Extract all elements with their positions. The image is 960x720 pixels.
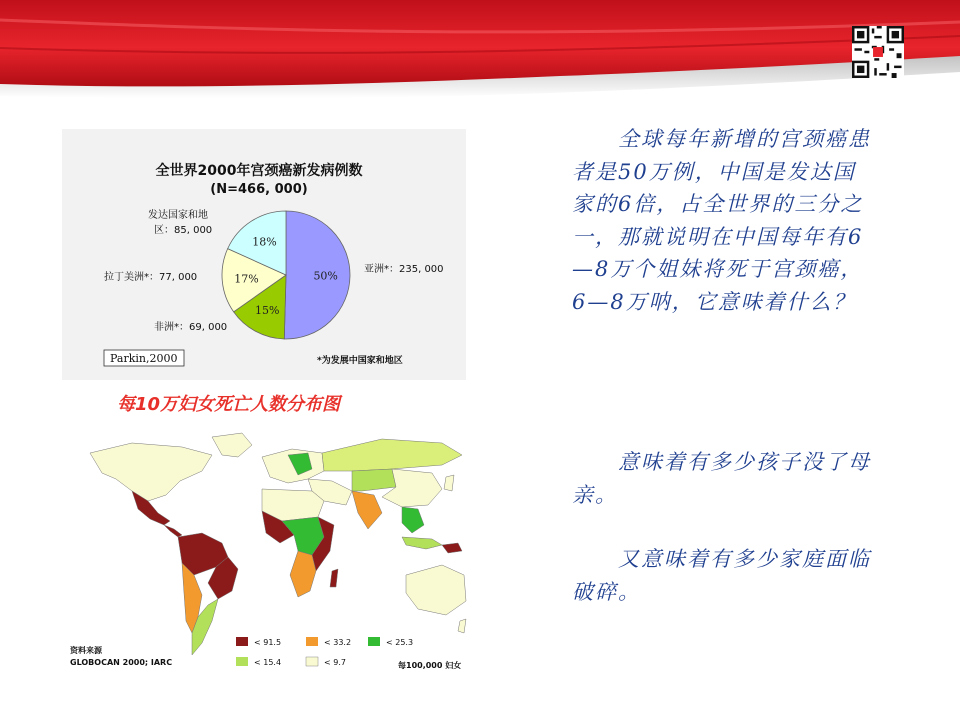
- pie-percent-label-2: 17%: [234, 272, 259, 286]
- region-central-asia: [352, 469, 396, 491]
- legend-label-1: < 91.5: [254, 638, 282, 647]
- pie-percent-label-3: 18%: [252, 235, 277, 249]
- header-banner: [0, 0, 960, 100]
- legend-label-3: < 25.3: [386, 638, 414, 647]
- legend-swatch-3: [368, 637, 380, 646]
- legend-label-5: < 9.7: [324, 658, 346, 667]
- legend-swatch-5: [306, 657, 318, 666]
- legend-label-2: < 33.2: [324, 638, 352, 647]
- pie-footnote: *为发展中国家和地区: [317, 356, 403, 366]
- paragraph-families: [572, 543, 872, 608]
- legend-swatch-4: [236, 657, 248, 666]
- paragraph-children: [572, 446, 872, 511]
- slice-label-asia: 亚洲*：235, 000: [364, 264, 444, 275]
- map-source-label: 资料来源: [70, 646, 102, 655]
- slice-label-africa: 非洲*：69, 000: [154, 322, 228, 333]
- map-source: GLOBOCAN 2000; IARC: [70, 658, 173, 667]
- world-map-chart: [62, 425, 472, 675]
- pie-source: Parkin,2000: [110, 352, 178, 365]
- slice-label-latin-america: 拉丁美洲*：77, 000: [104, 272, 198, 283]
- pie-chart-subtitle: (N=466, 000): [210, 182, 308, 197]
- paragraph-children-text: 意味着有多少孩子没了母亲。: [572, 450, 871, 507]
- pie-percent-label-0: 50%: [313, 269, 338, 283]
- pie-percent-label-1: 15%: [255, 303, 280, 317]
- slice-label-developed-line1: 发达国家和地: [148, 210, 208, 221]
- legend-swatch-2: [306, 637, 318, 646]
- pie-chart: [62, 129, 466, 380]
- map-caption: 每10万妇女死亡人数分布图: [117, 394, 341, 415]
- paragraph-families-text: 又意味着有多少家庭面临破碎。: [572, 547, 871, 604]
- paragraph-statistics-text: 全球每年新增的宫颈癌患者是50万例，中国是发达国家的6倍，占全世界的三分之一，那就说明在中国每年有6—8万个姐妹将死于宫颈癌，6—8万呐，它意味着什么？: [572, 127, 871, 314]
- map-unit: 每100,000 妇女: [398, 661, 462, 670]
- pie-chart-title: 全世界2000年宫颈癌新发病例数: [155, 163, 363, 179]
- qr-code-icon: [852, 26, 904, 78]
- legend-swatch-1: [236, 637, 248, 646]
- paragraph-statistics: [572, 123, 872, 318]
- legend-label-4: < 15.4: [254, 658, 282, 667]
- slice-label-developed-line2: 区：85, 000: [154, 225, 213, 236]
